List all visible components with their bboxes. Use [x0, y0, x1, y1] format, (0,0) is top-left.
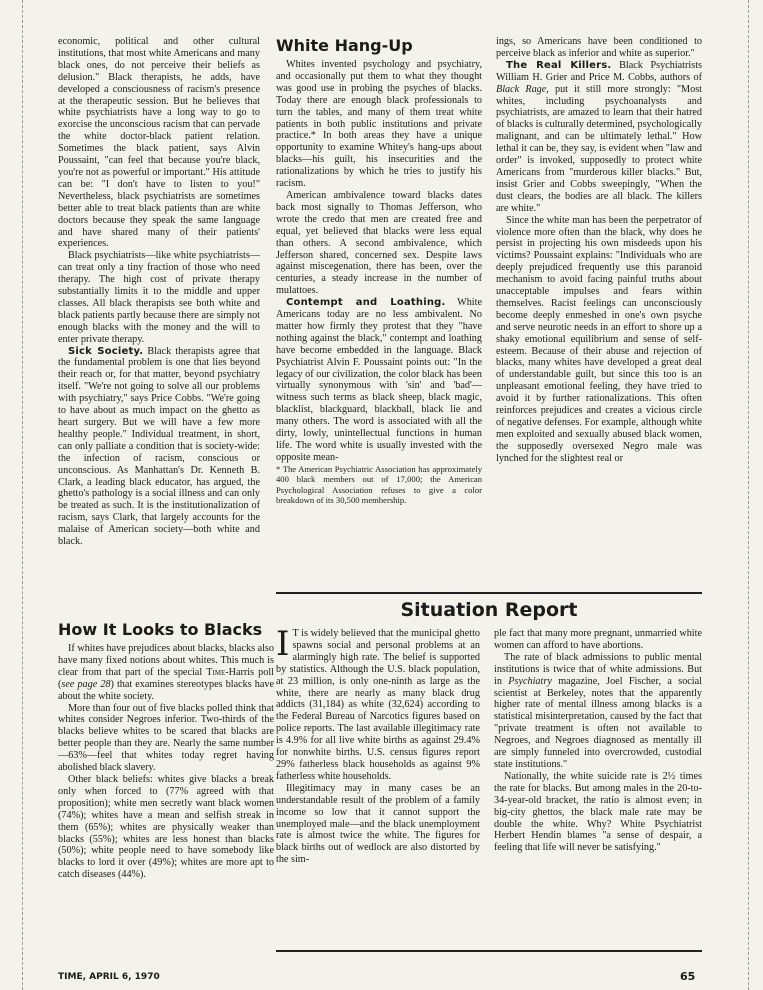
column-1: [58, 36, 260, 568]
box-left-paragraph-1-text: T is widely believed that the municipal ghetto spawns social and personal problems at an alarmingly high rate. The belief is supported by statistics. Although the U.S. black population, at 23 million, is only one-ninth as large as the white, there are nearly as many black drug addicts (31,184) as white (32,624) according to the Federal Bureau of Narcotics figures based on police reports. The last available illegitimacy rate is 4.9% for all live white births as against 29.4% for nonwhite births. U.S. census figures report 29% fatherless black households as against 9% fatherless white households.: [276, 628, 480, 782]
box-column-right: [494, 628, 702, 946]
box-column-left: [276, 628, 480, 946]
column-2: [276, 36, 482, 582]
col1-paragraph-5: More than four out of five blacks polled think that whites consider Negroes inferior. Two-thirds of the blacks believe whites to be scared that blacks are better people than they are. Nearly the same number—63%—feel that whites today regret having abolished black slavery.: [58, 702, 274, 774]
box-left-paragraph-1: [276, 628, 480, 783]
box-right-paragraph-1: ple fact that many more pregnant, unmarried white women can afford to have abortions.: [494, 628, 702, 651]
drop-cap: I: [276, 628, 290, 664]
col3-p2-text-b: , put it still more strongly: "Most whites, including psychoanalysts and psychiatrists, are amazed to learn that their hatred of blacks is culturally determined, psychologically malignant, and can be ultimately lethal." How lethal it can be, they say, is evident when "law and order" is invoked, supposedly to protect white Americans from "murderous killer blacks." But, insist Grier and Cobbs sweepingly, "When the dust clears, the bodies are all black. The killers are white.": [496, 83, 702, 214]
box-title-situation-report: Situation Report: [400, 599, 578, 621]
box-right-paragraph-3: Nationally, the white suicide rate is 2½ times the rate for blacks. But among males in the 20-to-34-year-old bracket, the ratio is almost even; in big-city ghettos, the black male rate may be double the white. Why? White Psychiatrist Herbert Hendin blames "a sense of despair, a feeling that life will never be satisfying.": [494, 770, 702, 854]
magazine-title: Psychiatry: [508, 675, 552, 687]
col1-p4-text-a: If whites have prejudices about blacks, blacks also have many fixed notions about whites. This much is clear from that part of the special: [58, 643, 274, 678]
col1-p4-text-b: -Harris poll (: [58, 666, 274, 690]
col1-paragraph-3: [58, 346, 260, 548]
book-title: Black Rage: [496, 83, 547, 95]
col1-paragraph-6: Other black beliefs: whites give blacks a break only when forced to (77% agreed with that proposition); white men secretly want black women (74%); whites have a mean and selfish streak in them (65%); whites are physically weaker than blacks (55%); whites are less honest than blacks (50%); white people need to have somebody like blacks to lord it over (49%); whites are more apt to catch diseases (44%).: [58, 773, 274, 881]
col3-runin-head: The Real Killers.: [506, 59, 612, 71]
page-number: 65: [680, 970, 696, 983]
col3-paragraph-3: Since the white man has been the perpetrator of violence more often than the black, why does he persist in projecting his own misdeeds upon his victims? Poussaint explains: "Individuals who are deeply prejudiced frequently use this paranoid mechanism to avoid facing painful truths about unacceptable impulses and fears within themselves. Racist feelings can unconsciously become deeply enmeshed in one's own psyche and serve neurotic needs in an effort to shore up a shaky emotional equilibrium and sense of self-esteem. Because of their abuse and rejection of blacks, many whites have developed a great deal of understandable guilt, but since this too is an unpleasant emotional feeling, they have tried to avoid it by further rationalizations. This often reinforces prejudices and creates a vicious circle of negative defenses. For example, although white men exploited and sexually abused black women, the supposedly oversexed Negro male was lynched for the slightest real or: [496, 214, 702, 464]
page-reference: see page 28: [61, 678, 111, 690]
col1-p4-text-c: ) that examines stereotypes blacks have about the white society.: [58, 678, 274, 702]
box-left-paragraph-2: Illegitimacy may in many cases be an understandable result of the problem of a family income so low that it cannot support the unemployed male—and the black unemployment rate is almost twice the white. The figures for black births out of wedlock are also distorted by the sim-: [276, 782, 480, 866]
footnote: * The American Psychiatric Association has approximately 400 black members out of 17,000; the American Psychological Association refuses to give a color breakdown of its 30,500 membership.: [276, 463, 482, 506]
section-heading-white-hang-up: White Hang-Up: [276, 36, 413, 55]
col3-paragraph-1: ings, so Americans have been conditioned to perceive black as inferior and white as superior.": [496, 36, 702, 59]
box-bottom-rule: [276, 950, 702, 952]
col2-paragraph-1: Whites invented psychology and psychiatry, and occasionally put them to what they thought was good use in probing the psyches of blacks. Today there are enough black professionals to turn the tables, and many of them treat white patients in both public institutions and private practice.* In both areas they have a unique opportunity to examine Whitey's hang-ups about blacks—his guilt, his insecurities and the rationalizations by which he tries to justify his racism.: [276, 59, 482, 190]
col1-paragraph-3-text: Black therapists agree that the fundamental problem is one that lies beyond their reach or, for that matter, beyond psychiatry itself. "We're not going to solve all our problems with psychiatry," says Price Cobbs. "We're going to have about as much impact on the ghetto as heart surgery. But we will have a few more healthy people." Individual treatment, in short, can only palliate a condition that is society-wide: the infection of racism, conscious or unconscious. As Manhattan's Dr. Kenneth B. Clark, a leading black educator, has argued, the ghetto's pathology is a social illness and can only be treated as such. It is the institutionalization of racism, says Clark, that largely accounts for the malaise of American society—both white and black.: [58, 345, 260, 548]
column-3: [496, 36, 702, 592]
box-top-rule: [276, 592, 702, 594]
col1-paragraph-1: economic, political and other cultural institutions, that most white Americans and many black ones, do not perceive their beliefs as delusion." Black therapists, he adds, have developed a consciousness of racism's presence at the therapeutic session. But he believes that white psychiatrists have a long way to go to exorcise the unconscious racism that can pervade the white doctor-black patient relation. Sometimes the black patient, says Alvin Poussaint, "can feel that because you're black, you're not as powerful or important." His attitude can be: "I don't have to listen to you!" Nevertheless, black psychiatrists are sometimes better able to treat black patients than are white doctors because they speak the same language and have shared many of their patients' experiences.: [58, 36, 260, 250]
col2-paragraph-3: [276, 297, 482, 464]
right-margin-edge: [748, 0, 750, 990]
col1-paragraph-4: [58, 643, 274, 703]
box-right-p2-text-a: The rate of black admissions to public mental institutions is twice that of white admissions. But in: [494, 651, 702, 687]
col2-runin-head: Contempt and Loathing.: [286, 297, 446, 309]
col3-paragraph-2: [496, 60, 702, 215]
section-heading-how-it-looks: How It Looks to Blacks: [58, 620, 263, 639]
col1-runin-head: Sick Society.: [68, 345, 144, 357]
col2-paragraph-2: American ambivalence toward blacks dates back most signally to Thomas Jefferson, who wrote the credo that men are created free and equal, yet believed that blacks were less equal than others. A second ambivalence, which Jefferson shared, concerned sex. Despite laws against miscegenation, there has been, over the centuries, a steady increase in the number of mulattoes.: [276, 189, 482, 297]
box-right-p2-text-b: magazine, Joel Fischer, a social scientist at Berkeley, notes that the apparently higher rate of mental illness among blacks is a statistical misinterpretation, caused by the fact that "private treatment is often not available to Negroes, and Negroes diagnosed as mentally ill are simply funneled into overcrowded, custodial state institutions.": [494, 675, 702, 770]
left-margin-edge: [22, 0, 24, 990]
col1-paragraph-2: Black psychiatrists—like white psychiatrists—can treat only a tiny fraction of those who need therapy. The high cost of private therapy substantially limits it to the middle and upper classes. All black therapists see both white and black patients partly because there are simply not enough blacks with the money and the will to enter private therapy.: [58, 250, 260, 345]
box-right-paragraph-2: [494, 652, 702, 771]
issue-date-footer: TIME, APRIL 6, 1970: [58, 972, 160, 982]
column-1-lower: [58, 620, 274, 958]
time-magazine-name: Time: [206, 666, 226, 678]
col2-paragraph-3-text: White Americans today are no less ambivalent. No matter how firmly they protest that they "have nothing against the black," contempt and loathing have become embedded in the language. Black Psychiatrist Alvin F. Poussaint points out: "In the legacy of our civilization, the color black has been virtually synonymous with 'sin' and 'bad'—witness such terms as black sheep, black magic, blacklist, blackguard, blackball, black lie and many others. The word is associated with all the dirty, lowly, unintellectual functions in human life. The word white is usually invested with the opposite mean-: [276, 297, 482, 463]
col3-p2-text-a: Black Psychiatrists William H. Grier and Price M. Cobbs, authors of: [496, 59, 702, 83]
